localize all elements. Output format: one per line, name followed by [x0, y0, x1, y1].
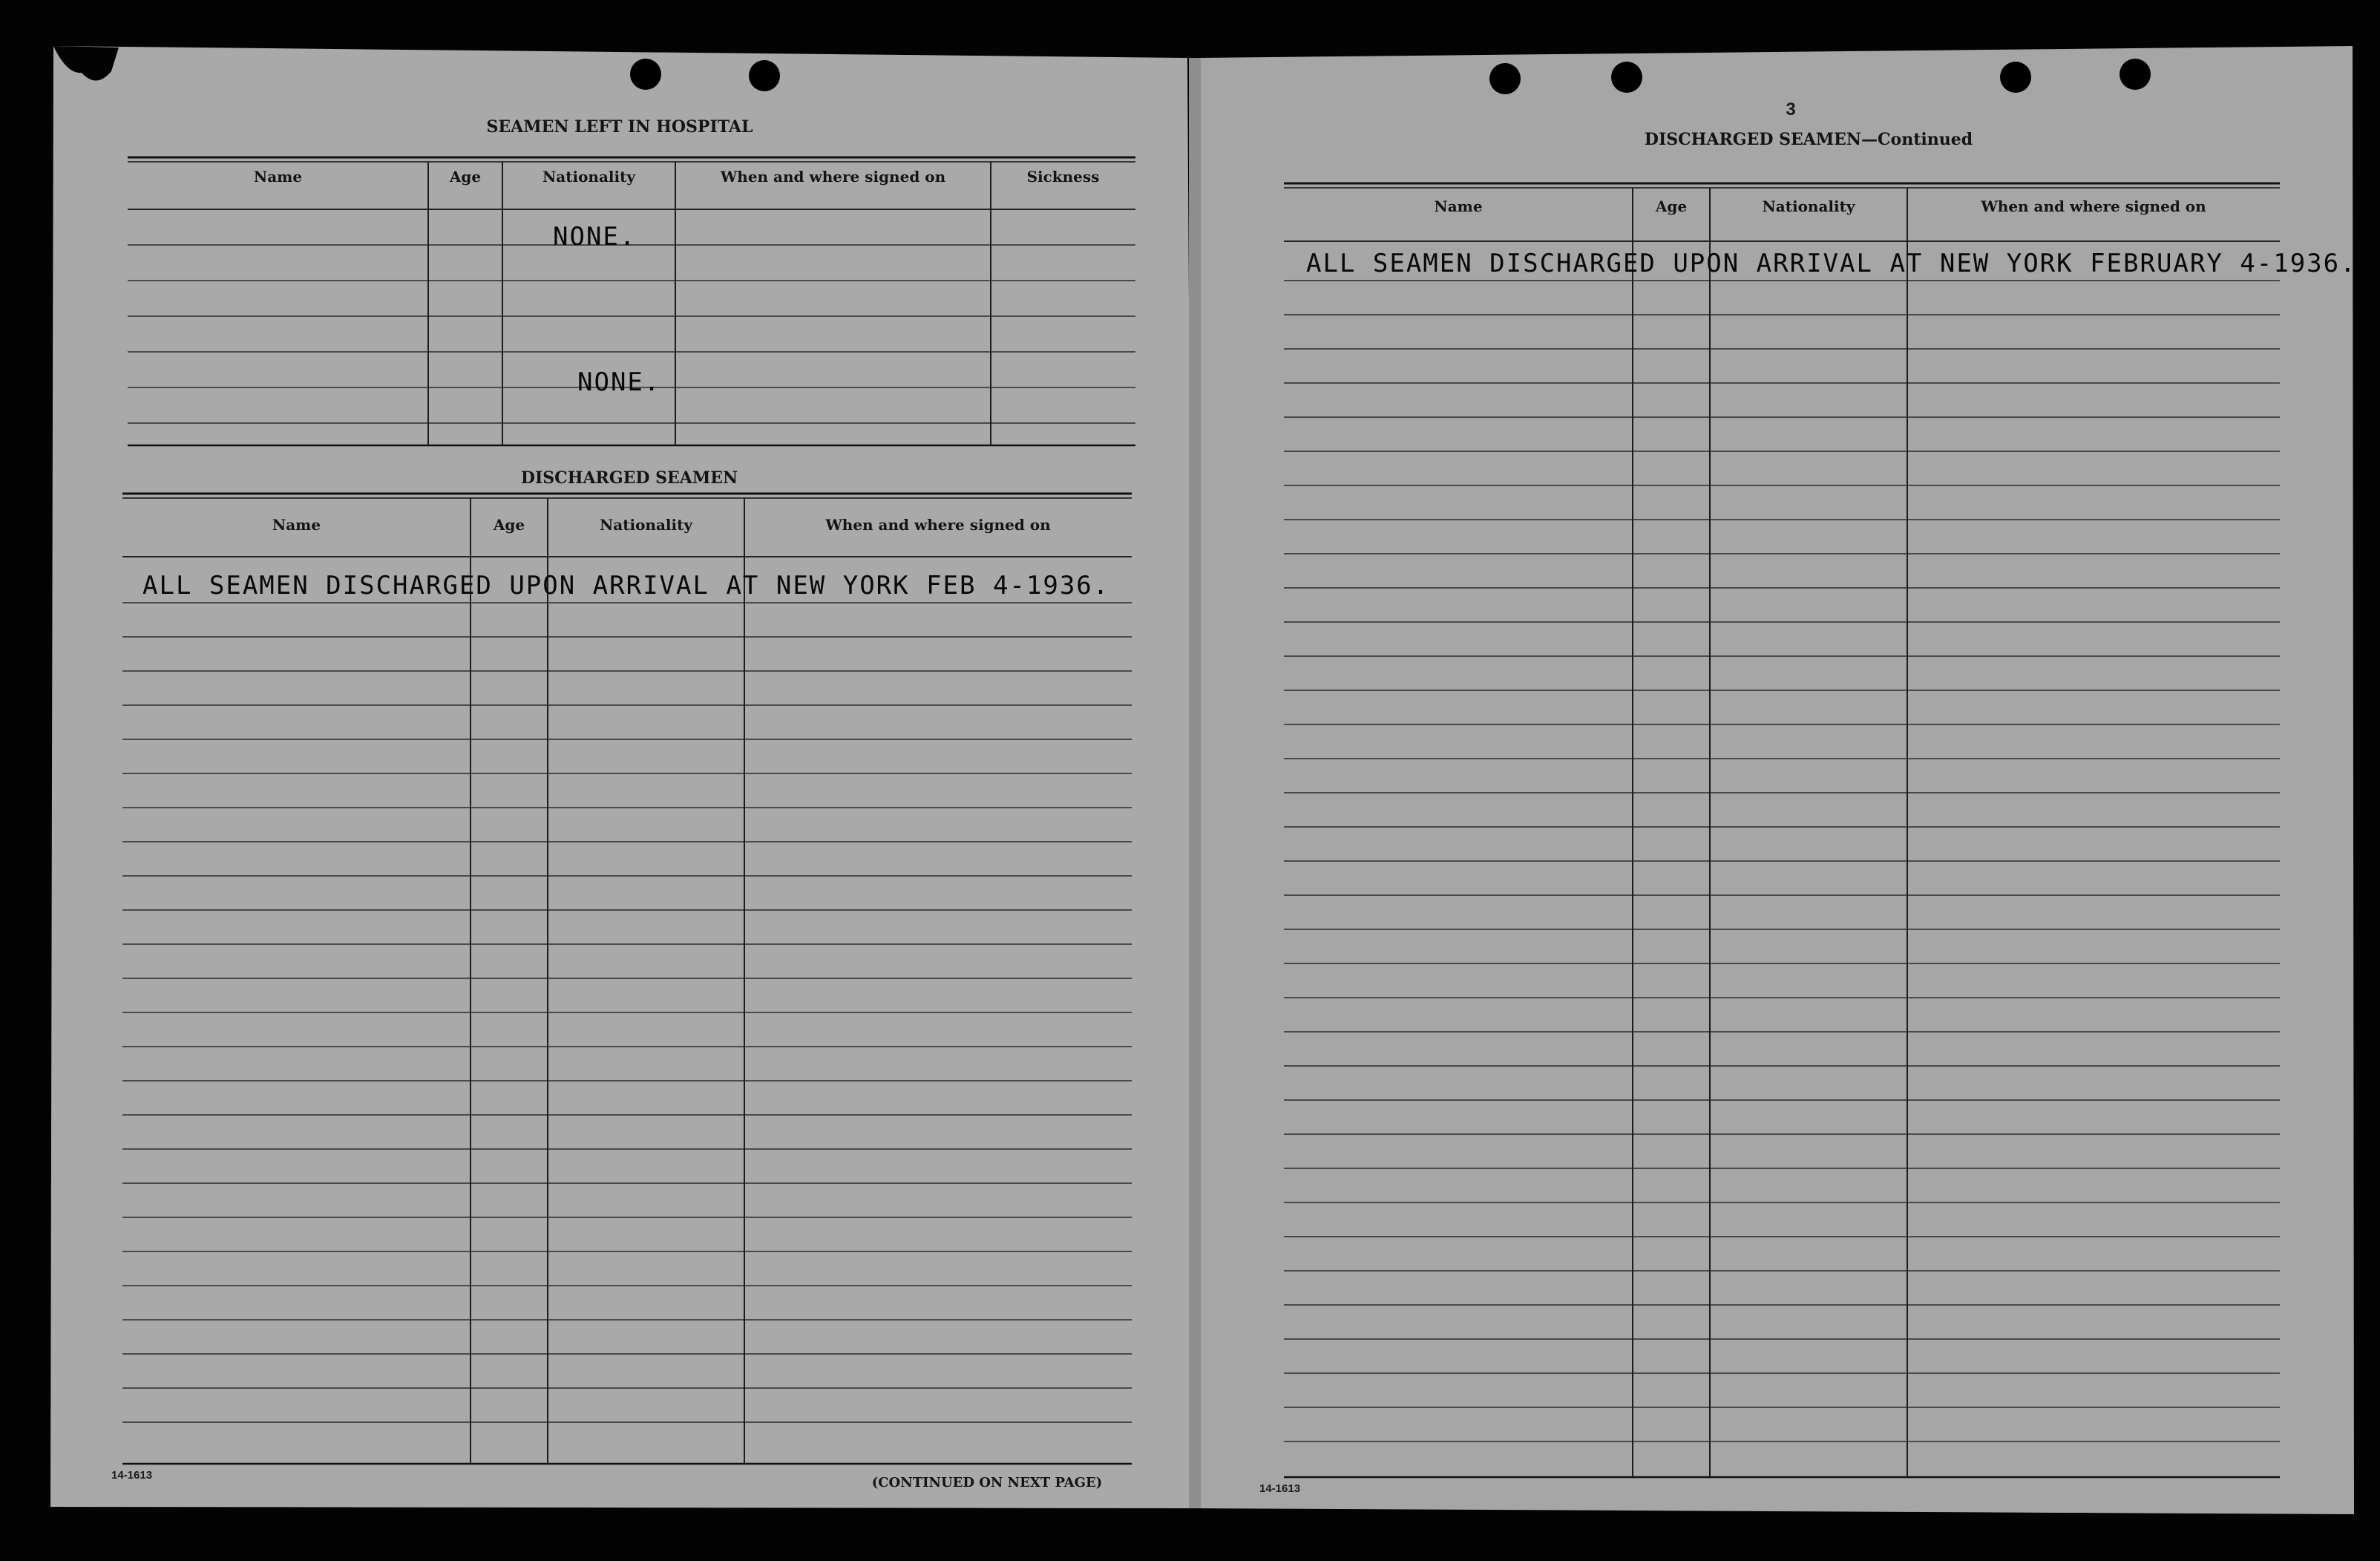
hospital-column-header-2: Nationality [542, 168, 635, 186]
discharged-continued-column-header-3: When and where signed on [1981, 197, 2206, 215]
page-number: 3 [1786, 99, 1796, 120]
discharged-continued-title: DISCHARGED SEAMEN—Continued [1644, 130, 1973, 149]
hospital-entry-none-1: NONE. [553, 222, 637, 252]
hospital-entry-none-2: NONE. [577, 367, 661, 397]
hospital-column-header-0: Name [253, 168, 303, 186]
discharged-continued-column-header-1: Age [1655, 197, 1688, 215]
left-form-number: 14-1613 [111, 1469, 153, 1482]
continued-note: (CONTINUED ON NEXT PAGE) [871, 1475, 1103, 1490]
discharged-section-title: DISCHARGED SEAMEN [520, 468, 738, 488]
discharged-continued-column-header-2: Nationality [1762, 197, 1855, 215]
left-page-paper [50, 46, 1196, 1508]
discharged-continued-column-header-0: Name [1434, 197, 1483, 215]
hospital-column-header-1: Age [449, 168, 482, 186]
discharged-continued-entry: ALL SEAMEN DISCHARGED UPON ARRIVAL AT NEW YORK FEBRUARY 4-1936. [1306, 249, 2357, 278]
discharged-entry: ALL SEAMEN DISCHARGED UPON ARRIVAL AT NEW YORK FEB 4-1936. [142, 571, 1110, 600]
hospital-column-header-3: When and where signed on [720, 168, 946, 186]
discharged-column-header-3: When and where signed on [825, 516, 1051, 534]
hospital-section-title: SEAMEN LEFT IN HOSPITAL [486, 117, 753, 137]
discharged-column-header-1: Age [493, 516, 525, 534]
discharged-column-header-2: Nationality [600, 516, 692, 534]
hospital-column-header-4: Sickness [1026, 168, 1100, 186]
discharged-column-header-0: Name [272, 516, 321, 534]
right-form-number: 14-1613 [1259, 1482, 1301, 1495]
center-fold [1189, 58, 1201, 1508]
